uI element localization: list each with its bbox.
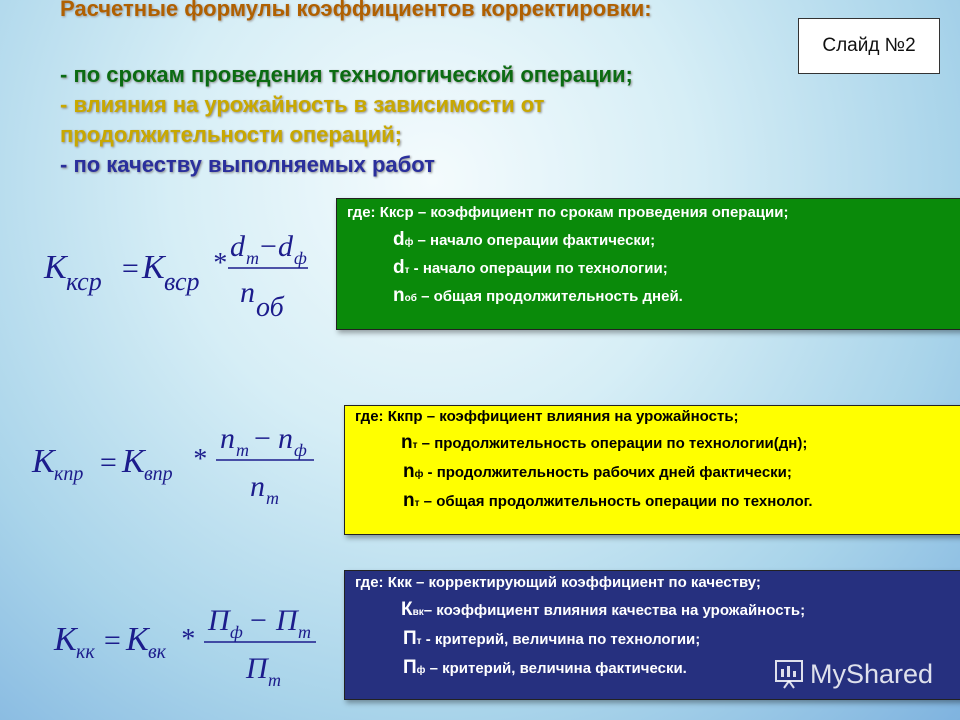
topics-list bbox=[60, 60, 633, 180]
f1-num-a: d bbox=[230, 230, 245, 263]
box3-p-tech bbox=[403, 628, 700, 650]
box3-definition: где: Ккк – корректирующий коэффициент по качеству; bbox=[355, 574, 761, 591]
box2-n-tech-text: – продолжительность операции по технологии(дн); bbox=[417, 435, 808, 452]
f1-lhs: K bbox=[44, 249, 67, 286]
f3-k: K bbox=[126, 621, 149, 658]
box3-p-fact-sub: ф bbox=[416, 665, 426, 676]
f3-num-a: П bbox=[208, 604, 230, 637]
f1-den-sub: об bbox=[256, 292, 284, 323]
box3-p-tech-symbol: П bbox=[403, 628, 417, 649]
f3-num-b-sub: т bbox=[298, 622, 311, 642]
topic-timing: - по срокам проведения технологической операции; bbox=[60, 62, 633, 87]
box3-k-quality-sub: вк bbox=[412, 607, 424, 618]
f1-num-b: d bbox=[278, 230, 293, 263]
f1-k-sub: вср bbox=[164, 267, 200, 296]
box2-n-fact bbox=[403, 461, 792, 483]
f2-den-sub: т bbox=[266, 488, 279, 508]
f3-num-b: П bbox=[276, 604, 298, 637]
box1-n-total bbox=[393, 285, 683, 307]
topic-quality: - по качеству выполняемых работ bbox=[60, 152, 435, 177]
box3-p-fact bbox=[403, 657, 687, 679]
legend-box-yield bbox=[344, 405, 960, 535]
box3-p-tech-text: - критерий, величина по технологии; bbox=[421, 631, 701, 648]
box1-d-tech-text: - начало операции по технологии; bbox=[409, 260, 668, 277]
box3-p-fact-text: – критерий, величина фактически. bbox=[425, 660, 687, 677]
box1-n-total-text: – общая продолжительность дней. bbox=[416, 288, 683, 305]
f1-num-a-sub: т bbox=[246, 248, 259, 268]
box2-n-fact-sub: ф bbox=[414, 469, 424, 480]
f1-eq: = bbox=[120, 252, 141, 285]
f1-mult: * bbox=[212, 248, 226, 279]
f3-lhs-sub: кк bbox=[76, 641, 95, 663]
f3-den-sub: т bbox=[268, 670, 281, 690]
box3-k-quality-text: – коэффициент влияния качества на урожайность; bbox=[423, 602, 806, 619]
legend-box-timing bbox=[336, 198, 960, 330]
box1-d-fact-sub: ф bbox=[404, 237, 414, 248]
f1-minus: − bbox=[258, 230, 279, 263]
f3-num-a-sub: ф bbox=[230, 622, 243, 642]
box2-n-fact-text: - продолжительность рабочих дней фактически; bbox=[423, 464, 792, 481]
f1-num-b-sub: ф bbox=[294, 248, 307, 268]
box2-n-total-sub: т bbox=[414, 498, 420, 509]
f3-lhs: K bbox=[54, 621, 77, 658]
box2-n-total bbox=[403, 490, 813, 512]
presentation-icon bbox=[774, 659, 804, 689]
box1-definition: где: Ккср – коэффициент по срокам проведения операции; bbox=[347, 204, 789, 221]
watermark-text: MyShared bbox=[810, 658, 934, 689]
formula-timing bbox=[44, 220, 334, 330]
f2-minus: − bbox=[252, 422, 273, 455]
f1-den: n bbox=[240, 276, 255, 309]
f2-mult: * bbox=[192, 444, 206, 475]
box1-n-total-sub: об bbox=[404, 293, 417, 304]
box2-n-total-text: – общая продолжительность операции по технолог. bbox=[419, 493, 813, 510]
f3-den: П bbox=[246, 652, 268, 685]
box1-d-fact bbox=[393, 229, 655, 251]
f2-lhs-sub: кпр bbox=[54, 463, 84, 485]
slide-number-label: Слайд №2 bbox=[798, 18, 940, 74]
f2-lhs: K bbox=[32, 443, 55, 480]
f2-den: n bbox=[250, 470, 265, 503]
f2-eq: = bbox=[98, 446, 119, 479]
box2-n-fact-symbol: n bbox=[403, 461, 415, 482]
topic-yield-line1: - влияния на урожайность в зависимости от bbox=[60, 92, 545, 117]
box2-n-tech bbox=[401, 432, 807, 454]
box1-d-tech-sub: т bbox=[404, 265, 410, 276]
box1-d-tech-symbol: d bbox=[393, 257, 405, 278]
box3-k-quality-symbol: К bbox=[401, 599, 413, 620]
f3-mult: * bbox=[180, 624, 194, 655]
box1-n-total-symbol: n bbox=[393, 285, 405, 306]
box3-p-tech-sub: т bbox=[416, 636, 422, 647]
f2-num-b: n bbox=[278, 422, 293, 455]
f2-k-sub: впр bbox=[144, 463, 173, 485]
topic-yield-line2: продолжительности операций; bbox=[60, 122, 402, 147]
f3-minus: − bbox=[248, 604, 269, 637]
f2-k: K bbox=[122, 443, 145, 480]
box2-n-total-symbol: n bbox=[403, 490, 415, 511]
watermark bbox=[774, 656, 933, 692]
f3-eq: = bbox=[102, 624, 123, 657]
formula-yield bbox=[32, 418, 332, 518]
f2-num-a: n bbox=[220, 422, 235, 455]
f2-num-a-sub: т bbox=[236, 440, 249, 460]
box1-d-tech bbox=[393, 257, 668, 279]
box2-n-tech-symbol: n bbox=[401, 432, 413, 453]
box2-n-tech-sub: т bbox=[412, 440, 418, 451]
box1-d-fact-symbol: d bbox=[393, 229, 405, 250]
f1-k: K bbox=[142, 249, 165, 286]
formula-quality bbox=[54, 600, 334, 700]
f1-lhs-sub: кср bbox=[66, 267, 102, 296]
box3-k-quality bbox=[401, 599, 805, 621]
box1-d-fact-text: – начало операции фактически; bbox=[413, 232, 656, 249]
slide-heading: Расчетные формулы коэффициентов корректировки: bbox=[60, 0, 652, 21]
box3-p-fact-symbol: П bbox=[403, 657, 417, 678]
box2-definition: где: Ккпр – коэффициент влияния на урожайность; bbox=[355, 408, 739, 425]
f3-k-sub: вк bbox=[148, 641, 167, 663]
f2-num-b-sub: ф bbox=[294, 440, 307, 460]
